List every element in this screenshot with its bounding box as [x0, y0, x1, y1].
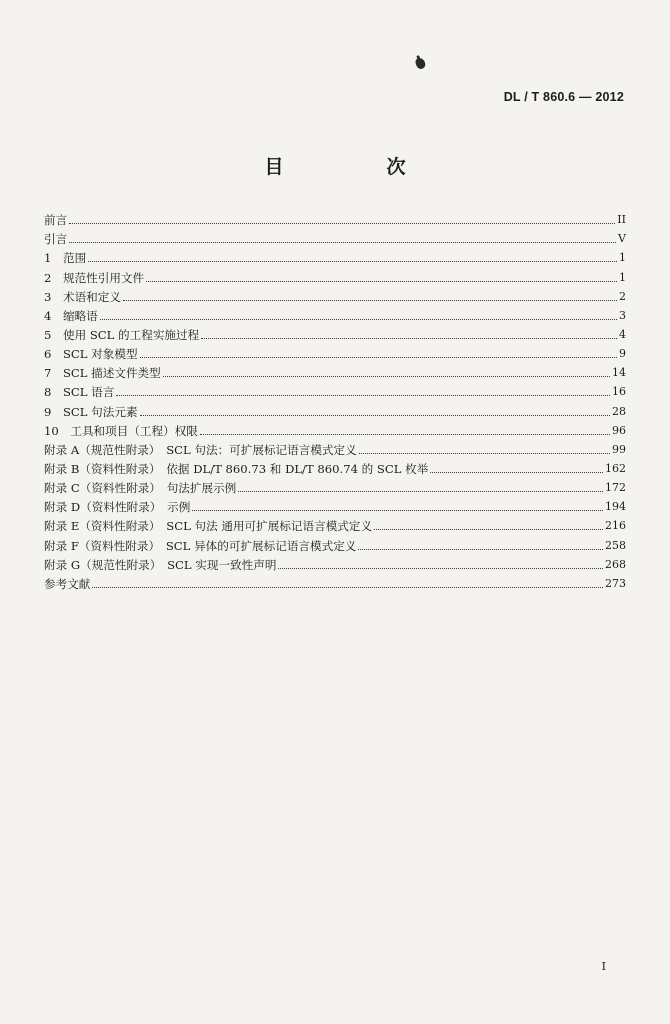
toc-entry-page: 268	[605, 557, 626, 571]
toc-entry-label: 4 缩略语	[44, 308, 98, 323]
toc-entry[interactable]	[44, 399, 626, 418]
toc-entry-label: 6 SCL 对象模型	[44, 347, 138, 362]
toc-entry[interactable]	[44, 495, 626, 514]
toc-entry[interactable]	[44, 572, 626, 591]
toc-entry-page: 172	[605, 481, 626, 495]
toc-entry-page: 2	[619, 289, 626, 303]
toc-entry-label: 附录 C（资料性附录） 句法扩展示例	[44, 481, 237, 496]
toc-entry-label: 引言	[44, 232, 68, 247]
toc-entry-label: 附录 A（规范性附录） SCL 句法：可扩展标记语言模式定义	[44, 442, 357, 457]
toc-entry-page: 4	[619, 327, 626, 341]
toc-entry-page: 273	[605, 576, 626, 590]
toc-entry-page: 1	[619, 270, 626, 284]
toc-entry[interactable]	[44, 553, 626, 572]
toc-dot-leader	[192, 510, 603, 511]
toc-entry-page: 216	[605, 519, 626, 533]
toc-entry-page: V	[618, 232, 626, 246]
toc-entry-label: 附录 G（规范性附录） SCL 实现一致性声明	[44, 557, 277, 572]
toc-dot-leader	[238, 491, 603, 492]
toc-dot-leader	[430, 472, 603, 473]
toc-entry-label: 8 SCL 语言	[44, 385, 115, 400]
toc-entry[interactable]	[44, 342, 626, 361]
toc-entry-label: 附录 D（资料性附录） 示例	[44, 500, 191, 515]
toc-entry-label: 1 范围	[44, 251, 87, 266]
toc-entry[interactable]	[44, 419, 626, 438]
toc-entry[interactable]	[44, 476, 626, 495]
toc-entry[interactable]	[44, 246, 626, 265]
toc-dot-leader	[140, 415, 610, 416]
toc-entry-label: 9 SCL 句法元素	[44, 404, 138, 419]
toc-entry-label: 参考文献	[44, 576, 91, 591]
toc-entry-page: 14	[612, 366, 626, 380]
toc-entry[interactable]	[44, 380, 626, 399]
toc-dot-leader	[123, 300, 617, 301]
toc-entry[interactable]	[44, 438, 626, 457]
toc-entry[interactable]	[44, 323, 626, 342]
toc-entry[interactable]	[44, 514, 626, 533]
toc-entry[interactable]	[44, 265, 626, 284]
toc-dot-leader	[200, 434, 610, 435]
toc-entry-page: 194	[605, 500, 626, 514]
toc-entry-page: 28	[612, 404, 626, 418]
toc-entry-label: 前言	[44, 213, 68, 228]
toc-entry-label: 7 SCL 描述文件类型	[44, 366, 161, 381]
toc-entry[interactable]	[44, 457, 626, 476]
toc-entry-label: 附录 F（资料性附录） SCL 异体的可扩展标记语言模式定义	[44, 538, 357, 553]
toc-dot-leader	[140, 357, 617, 358]
page-number: I	[601, 960, 606, 973]
toc-entry-label: 附录 B（资料性附录） 依据 DL/T 860.73 和 DL/T 860.74 的 SCL 枚举	[44, 461, 429, 476]
toc-dot-leader	[359, 453, 610, 454]
toc-entry-page: 258	[605, 538, 626, 552]
toc-entry[interactable]	[44, 227, 626, 246]
toc-dot-leader	[374, 529, 603, 530]
toc-entry-page: II	[617, 213, 626, 227]
toc-entry[interactable]	[44, 304, 626, 323]
toc-entry-page: 162	[605, 461, 626, 475]
toc-entry-page: 16	[612, 385, 626, 399]
page-title: 目 次	[264, 156, 448, 178]
ink-mark-icon	[414, 57, 426, 70]
toc-entry-label: 2 规范性引用文件	[44, 270, 145, 285]
toc-entry-page: 96	[612, 423, 626, 437]
toc-dot-leader	[278, 568, 603, 569]
toc-entry-label: 3 术语和定义	[44, 289, 121, 304]
toc-entry-page: 1	[619, 251, 626, 265]
toc-dot-leader	[358, 549, 603, 550]
toc-entry-label: 5 使用 SCL 的工程实施过程	[44, 327, 200, 342]
toc-entry-label: 附录 E（资料性附录） SCL 句法 通用可扩展标记语言模式定义	[44, 519, 373, 534]
toc-dot-leader	[116, 395, 610, 396]
toc-dot-leader	[146, 281, 617, 282]
table-of-contents	[44, 208, 626, 591]
toc-entry-page: 3	[619, 308, 626, 322]
toc-dot-leader	[69, 242, 616, 243]
toc-entry[interactable]	[44, 361, 626, 380]
toc-dot-leader	[100, 319, 617, 320]
toc-entry[interactable]	[44, 285, 626, 304]
toc-dot-leader	[163, 376, 610, 377]
toc-entry-page: 99	[612, 442, 626, 456]
toc-dot-leader	[88, 261, 617, 262]
toc-entry-page: 9	[619, 347, 626, 361]
document-code: DL / T 860.6 — 2012	[503, 90, 624, 104]
toc-dot-leader	[92, 587, 603, 588]
toc-dot-leader	[201, 338, 617, 339]
toc-entry[interactable]	[44, 533, 626, 552]
toc-dot-leader	[69, 223, 615, 224]
toc-entry[interactable]	[44, 208, 626, 227]
toc-entry-label: 10 工具和项目（工程）权限	[44, 423, 198, 438]
